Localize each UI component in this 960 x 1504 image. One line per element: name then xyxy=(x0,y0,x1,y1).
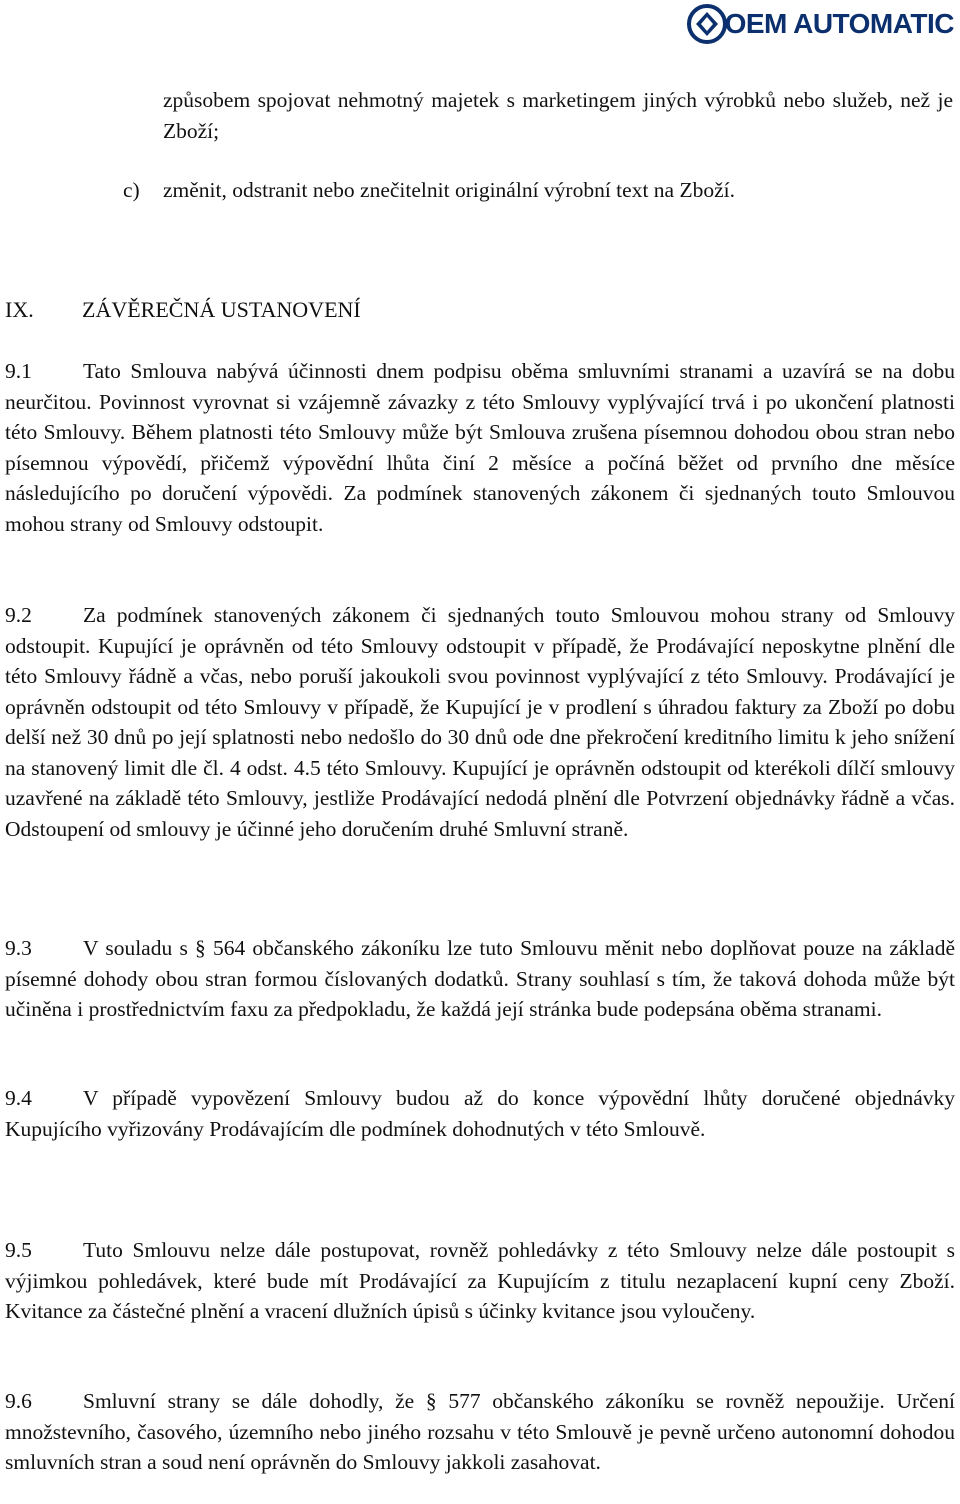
clause-number: 9.3 xyxy=(5,936,32,960)
clause-number: 9.1 xyxy=(5,359,32,383)
list-item-label: c) xyxy=(123,178,140,202)
list-item-text: změnit, odstranit nebo znečitelnit originální výrobní text na Zboží. xyxy=(163,178,735,202)
company-logo xyxy=(687,4,954,44)
logo-mark-icon xyxy=(687,4,727,44)
clause-number: 9.5 xyxy=(5,1238,32,1262)
section-number: IX. xyxy=(5,297,34,322)
clause-text: V případě vypovězení Smlouvy budou až do konce výpovědní lhůty doručené objednávky Kupujícího vyřizovány Prodávajícím dle podmínek dohodnutých v této Smlouvě. xyxy=(5,1086,955,1141)
clause-text: V souladu s § 564 občanského zákoníku lze tuto Smlouvu měnit nebo doplňovat pouze na základě písemné dohody obou stran formou číslovaných dodatků. Strany souhlasí s tím, že taková dohoda může být učiněna i prostřednictvím faxu za předpokladu, že každá její stránka bude podepsána oběma stranami. xyxy=(5,936,955,1021)
clause-text: Smluvní strany se dále dohodly, že § 577 občanského zákoníku se rovněž nepoužije. Určení množstevního, časového, územního nebo jiného rozsahu v této Smlouvě je pevně určeno autonomní dohodou smluvních stran a soud není oprávněn do Smlouvy jakkoli zasahovat. xyxy=(5,1389,955,1474)
clause-text: Za podmínek stanovených zákonem či sjednaných touto Smlouvou mohou strany od Smlouvy odstoupit. Kupující je oprávněn od této Smlouvy odstoupit v případě, že Prodávající neposkytne plnění dle této Smlouvy řádně a včas, nebo poruší jakoukoli svou povinnost vyplývající z této Smlouvy. Prodávající je oprávněn odstoupit od této Smlouvy v případě, že Kupující je v prodlení s úhradou faktury za Zboží po dobu delší než 30 dnů po její splatnosti nebo nedošlo do 30 dnů ode dne překročení kreditního limitu k jeho snížení na stanovený limit dle čl. 4 odst. 4.5 této Smlouvy. Kupující je oprávněn odstoupit od kterékoli dílčí smlouvy uzavřené na základě této Smlouvy, jestliže Prodávající nedodá plnění dle Potvrzení objednávky řádně a včas. Odstoupení od smlouvy je účinné jeho doručením druhé Smluvní straně. xyxy=(5,603,955,841)
clause-number: 9.4 xyxy=(5,1086,32,1110)
continuation-text: způsobem spojovat nehmotný majetek s marketingem jiných výrobků nebo služeb, než je Zboží; xyxy=(163,88,953,143)
section-title: ZÁVĚREČNÁ USTANOVENÍ xyxy=(82,297,361,322)
clause-text: Tato Smlouva nabývá účinnosti dnem podpisu oběma smluvními stranami a uzavírá se na dobu neurčitou. Povinnost vyrovnat si vzájemně závazky z této Smlouvy vyplývající trvá i po ukončení platnosti této Smlouvy. Během platnosti této Smlouvy může být Smlouva zrušena písemnou dohodou obou stran nebo písemnou výpovědí, přičemž výpovědní lhůta činí 2 měsíce a počíná běžet od prvního dne měsíce následujícího po doručení výpovědi. Za podmínek stanovených zákonem či sjednaných touto Smlouvou mohou strany od Smlouvy odstoupit. xyxy=(5,359,955,536)
clause-number: 9.2 xyxy=(5,603,32,627)
clause-text: Tuto Smlouvu nelze dále postupovat, rovněž pohledávky z této Smlouvy nelze dále postoupit s výjimkou pohledávek, které bude mít Prodávající za Kupujícím z titulu nezaplacení kupní ceny Zboží. Kvitance za částečné plnění a vracení dlužních úpisů s účinky kvitance jsou vyloučeny. xyxy=(5,1238,955,1323)
clause-number: 9.6 xyxy=(5,1389,32,1413)
logo-text: OEM AUTOMATIC xyxy=(724,8,954,39)
